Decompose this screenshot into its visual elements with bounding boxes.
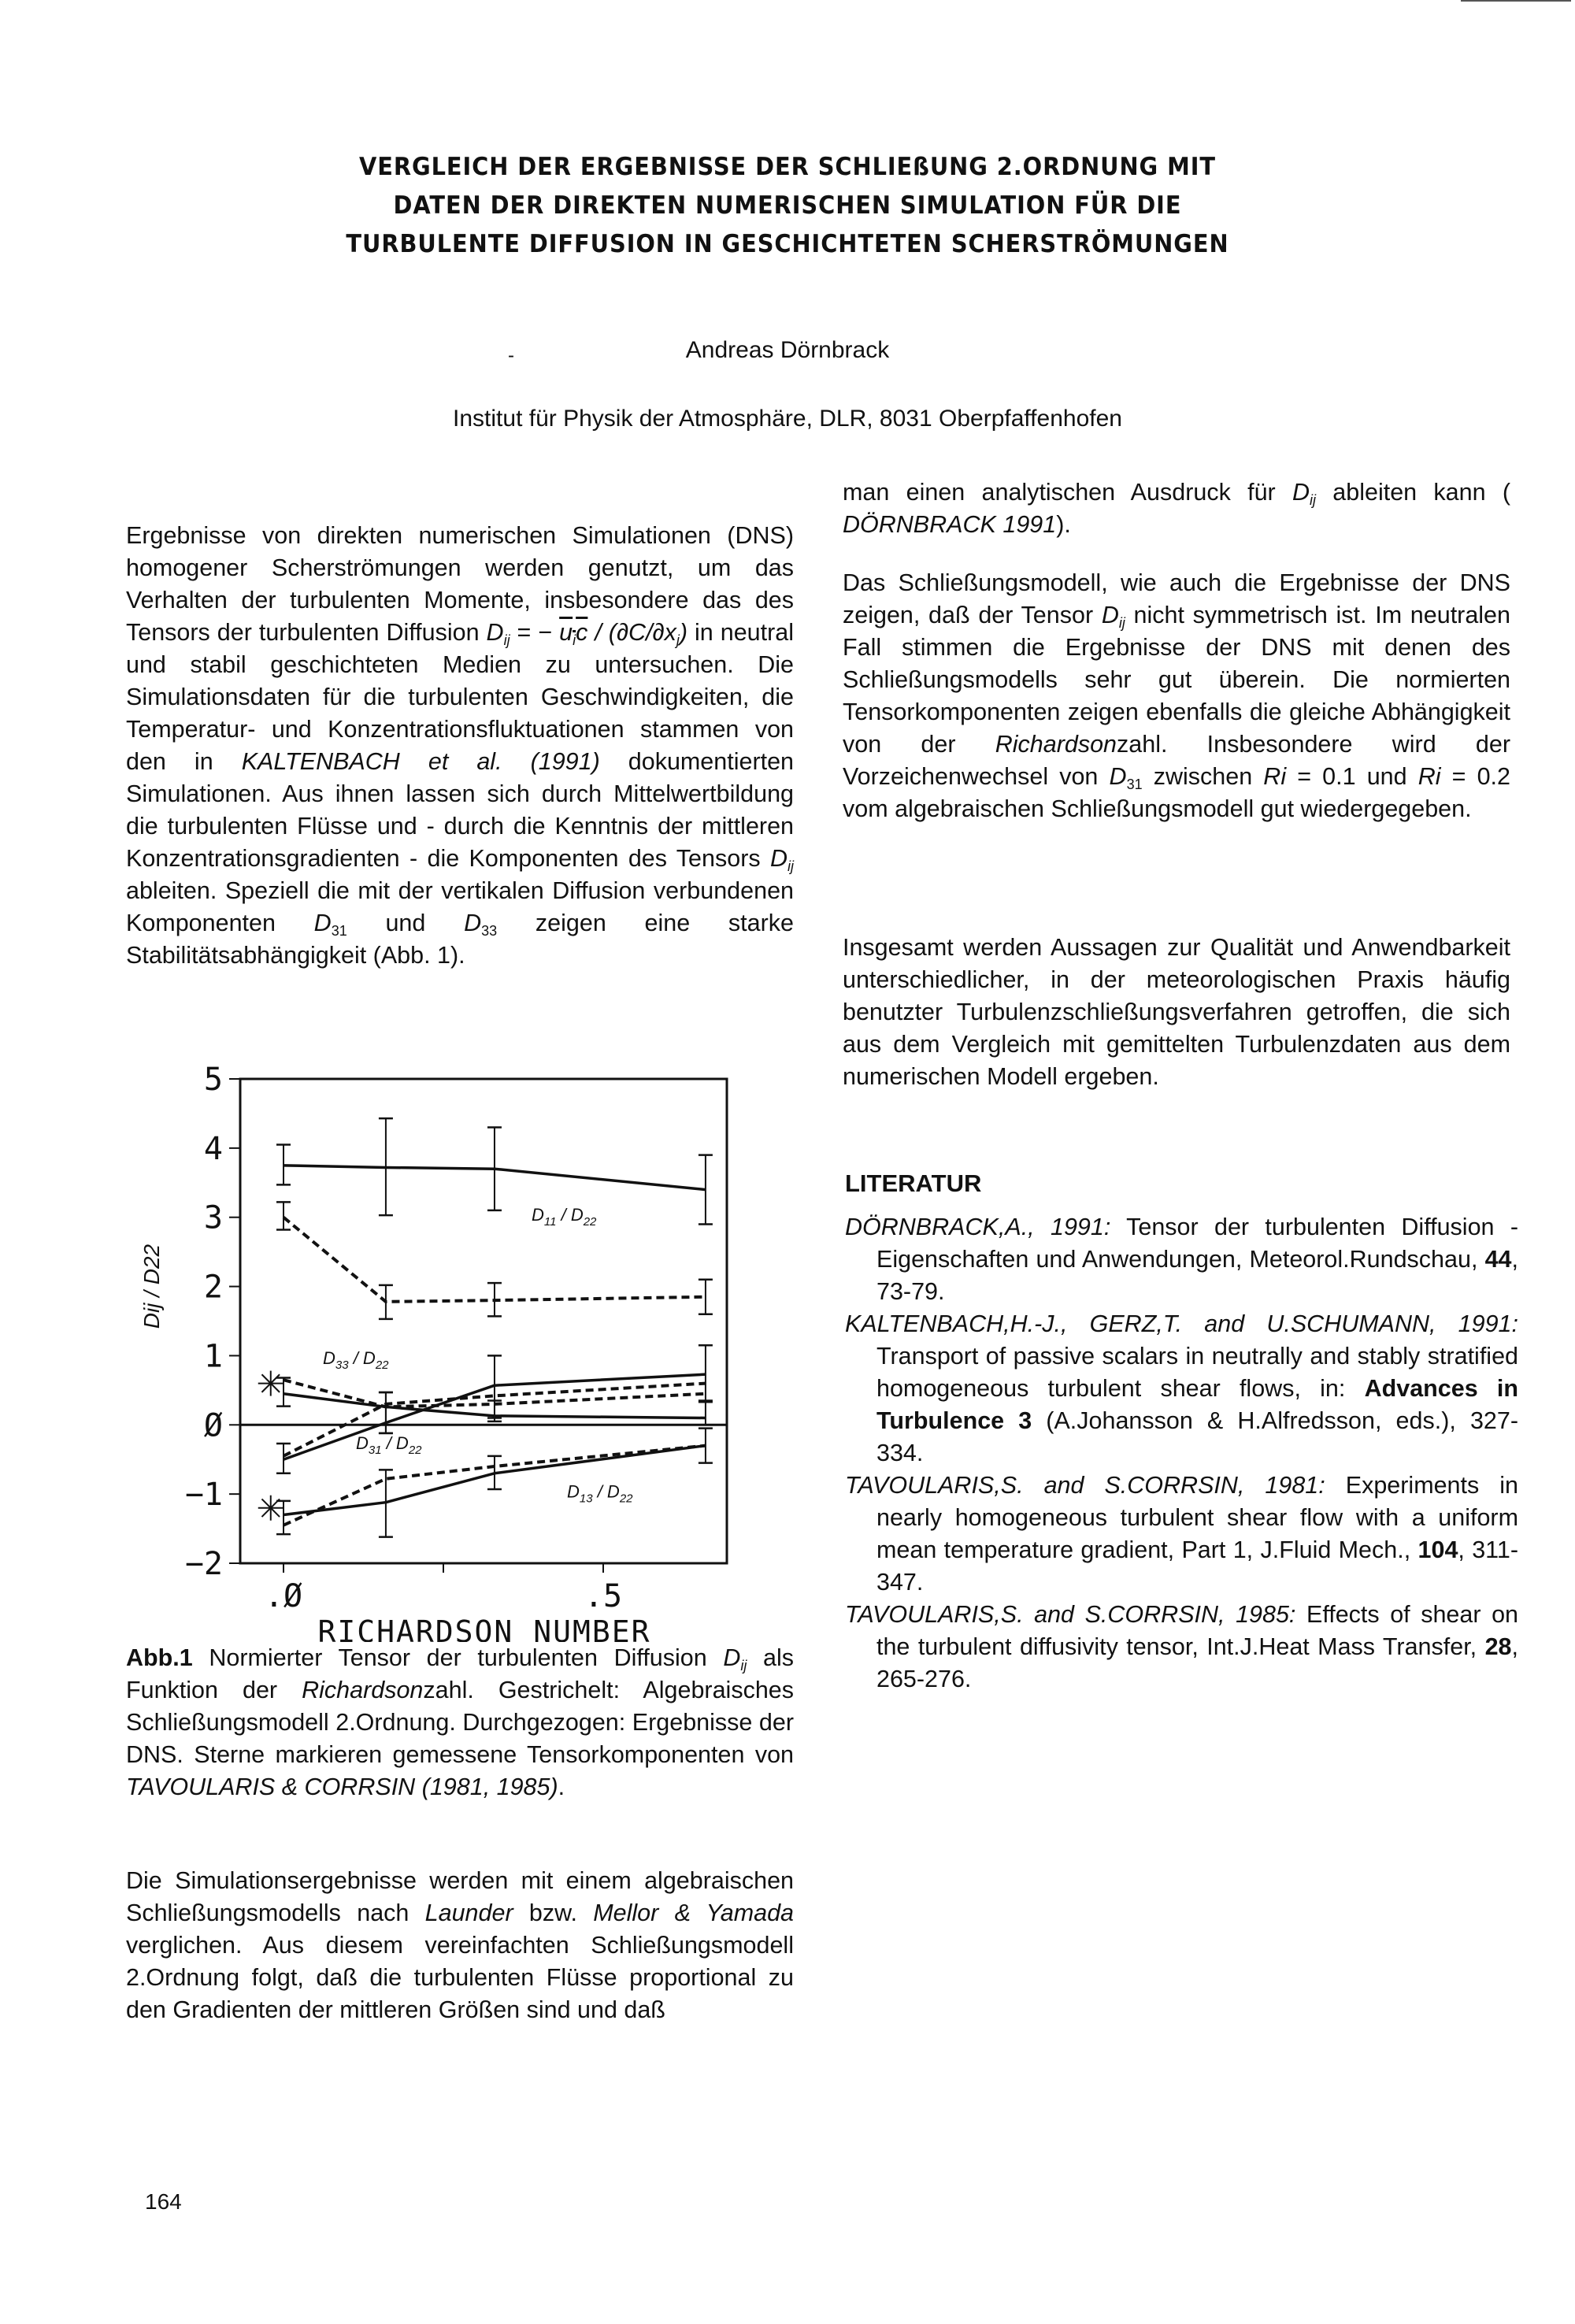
y-tick-label: 5	[203, 1062, 223, 1098]
paper-title	[275, 148, 1300, 264]
reference-item: TAVOULARIS,S. and S.CORRSIN, 1981: Experiments in nearly homogeneous turbulent shear flow with a uniform mean temperature gradient, Part 1, J.Fluid Mech., 104, 311-347.	[845, 1472, 1518, 1596]
figure-caption: Abb.1 Normierter Tensor der turbulenten Diffusion $D_{ij}$ als Funktion der Richardsonzahl. Gestrichelt: Algebraisches Schließungsmodell 2.Ordnung. Durchgezogen: Ergebnisse der DNS. Sterne markieren gemessene Tensorkomponenten von TAVOULARIS & CORRSIN (1981, 1985).	[126, 1644, 794, 1800]
scan-edge-line	[1461, 0, 1571, 2]
x-tick-label: .Ø	[264, 1578, 303, 1614]
affiliation: Institut für Physik der Atmosphäre, DLR, 8031 Oberpfaffenhofen	[453, 406, 1122, 432]
y-tick-label: 4	[203, 1130, 223, 1167]
y-axis-label: Dij / D22	[139, 1244, 164, 1329]
author-name: Andreas Dörnbrack	[685, 337, 890, 363]
citation: TAVOULARIS & CORRSIN (1981, 1985)	[126, 1774, 558, 1800]
reference-item: KALTENBACH,H.-J., GERZ,T. and U.SCHUMANN, 1991: Transport of passive scalars in neutrally and stably stratified homogeneous turbulent shear flows, in: Advances in Turbulence 3 (A.Johansson & H.Alfredsson, eds.), 327-334.	[845, 1310, 1518, 1466]
y-tick-label: −2	[184, 1546, 223, 1582]
y-tick-label: −1	[184, 1477, 223, 1514]
series-label: $D_{11} / D_{22}$	[532, 1205, 597, 1229]
author-mark: -	[508, 345, 514, 366]
x-tick-label: .5	[584, 1578, 623, 1614]
citation: KALTENBACH et al. (1991)	[241, 748, 600, 775]
line-chart	[126, 1059, 772, 1642]
y-tick-label: 1	[203, 1338, 223, 1375]
reference-item: DÖRNBRACK,A., 1991: Tensor der turbulenten Diffusion - Eigenschaften und Anwendungen, Meteorol.Rundschau, 44, 73-79.	[845, 1214, 1518, 1305]
body-paragraph-3: man einen analytischen Ausdruck für $D_{ij}$ ableiten kann ( DÖRNBRACK 1991).	[843, 479, 1510, 538]
title-line: VERGLEICH DER ERGEBNISSE DER SCHLIEßUNG 2.ORDNUNG MIT	[359, 153, 1216, 181]
title-line: DATEN DER DIREKTEN NUMERISCHEN SIMULATION FÜR DIE	[393, 191, 1182, 220]
body-paragraph-2: Die Simulationsergebnisse werden mit einem algebraischen Schließungsmodells nach Launder bzw. Mellor & Yamada verglichen. Aus diesem vereinfachten Schließungsmodell 2.Ordnung folgt, daß die turbulenten Flüsse proportional zu den Gradienten der mittleren Größen sind und daß	[126, 1867, 794, 2023]
reference-list	[845, 1211, 1518, 1696]
series-label: $D_{13} / D_{22}$	[567, 1481, 633, 1506]
reference-item: TAVOULARIS,S. and S.CORRSIN, 1985: Effects of shear on the turbulent diffusivity tensor, Int.J.Heat Mass Transfer, 28, 265-276.	[845, 1601, 1518, 1692]
body-paragraph-4: Das Schließungsmodell, wie auch die Ergebnisse der DNS zeigen, daß der Tensor $D_{ij}$ nicht symmetrisch ist. Im neutralen Fall stimmen die Ergebnisse der DNS mit denen des Schließungsmodells sehr gut überein. Die normierten Tensorkomponenten zeigen ebenfalls die gleiche Abhängigkeit von der Richardsonzahl. Insbesondere wird der Vorzeichenwechsel von $D_{31}$ zwischen Ri = 0.1 und Ri = 0.2 vom algebraischen Schließungsmodell gut wiedergegeben.	[843, 569, 1510, 822]
x-axis-label: RICHARDSON NUMBER	[317, 1614, 651, 1642]
y-tick-label: 3	[203, 1199, 223, 1236]
figure-1-chart	[126, 1059, 772, 1642]
series-label: $D_{31} / D_{22}$	[356, 1433, 422, 1458]
y-tick-label: 2	[203, 1269, 223, 1306]
title-line: TURBULENTE DIFFUSION IN GESCHICHTETEN SCHERSTRÖMUNGEN	[346, 230, 1229, 258]
literature-heading: LITERATUR	[845, 1169, 982, 1197]
series-label: $D_{33} / D_{22}$	[323, 1347, 389, 1372]
flux-term: $u_ic$	[559, 619, 588, 648]
citation: DÖRNBRACK 1991	[843, 511, 1057, 538]
plot-frame	[240, 1079, 727, 1563]
page-number: 164	[145, 2189, 182, 2214]
abstract-paragraph-1: Ergebnisse von direkten numerischen Simulationen (DNS) homogener Scherströmungen werden genutzt, um das Verhalten der turbulenten Momente, insbesondere das des Tensors der turbulenten Diffusion $D_{ij}$ = − $u_ic / (\partial C/\partial x_j)$ in neutral und stabil geschichteten Medien zu untersuchen. Die Simulationsdaten für die turbulenten Geschwindigkeiten, die Temperatur- und Konzentrationsfluktuationen stammen von den in KALTENBACH et al. (1991) dokumentierten Simulationen. Aus ihnen lassen sich durch Mittelwertbildung die turbulenten Flüsse und - durch die Kenntnis der mittleren Konzentrationsgradienten - die Komponenten des Tensors $D_{ij}$ ableiten. Speziell die mit der vertikalen Diffusion verbundenen Komponenten $D_{31}$ und $D_{33}$ zeigen eine starke Stabilitätsabhängigkeit (Abb. 1).	[126, 522, 795, 969]
y-tick-label: Ø	[203, 1407, 223, 1444]
body-paragraph-5: Insgesamt werden Aussagen zur Qualität und Anwendbarkeit unterschiedlicher, in der meteorologischen Praxis häufig benutzter Turbulenzschließungsverfahren getroffen, die sich aus dem Vergleich mit gemittelten Turbulenzdaten aus dem numerischen Modell ergeben.	[843, 934, 1510, 1090]
